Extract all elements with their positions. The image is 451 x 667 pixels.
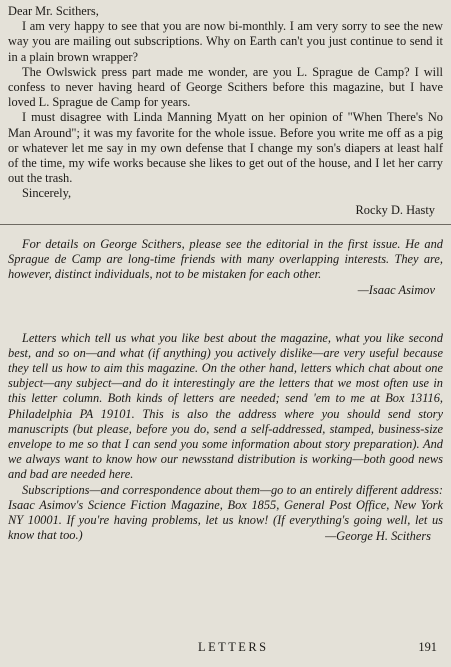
letter-closing: Sincerely,	[22, 186, 72, 201]
reply-signature: —Isaac Asimov	[357, 283, 435, 298]
notice-paragraph: Subscriptions—and correspondence about them—go to an entirely different address: Isaac Asimov's Science Fiction Magazine, Box 1855, General Post Office, New York NY 10001. If you're having problems, let us know! (If everything's going well, let us know that too.)	[8, 482, 443, 543]
notice-paragraph: Letters which tell us what you like best about the magazine, what you like second best, and so on—and what (if anything) you actively dislike—are very useful because they tell us how to aim this magazine. On the other hand, letters which chat about one subject—any subject—and do it interestingly are the letters that we most often use in this letter column. Both kinds of letters are needed; send 'em to me at Box 13116, Philadelphia PA 19101. This is also the address where you should send story manuscripts (but please, before you do, send a self-addressed, stamped, business-size envelope to me so that I can send you some information about story preparation). And we always want to know how our newsstand distribution is working—both good news and bad are needed here.	[8, 330, 443, 482]
letters-notice	[8, 331, 443, 544]
notice-signature: —George H. Scithers	[325, 528, 431, 543]
letter-signature: Rocky D. Hasty	[355, 202, 435, 217]
letter-paragraph: I must disagree with Linda Manning Myatt on her opinion of "When There's No Man Around"; it was my favorite for the whole issue. Before you write me off as a pig or whatever let me say in my own defense that I change my son's diapers at least half of the time, my wife works because she likes to get out of the house, and I let her carry out the trash.	[8, 110, 443, 186]
letter-paragraph: The Owlswick press part made me wonder, are you L. Sprague de Camp? I will confess to never having heard of George Scithers before this magazine, but I have loved L. Sprague de Camp for years.	[8, 64, 443, 110]
letter-salutation: Dear Mr. Scithers,	[8, 4, 99, 18]
page-number: 191	[418, 640, 437, 654]
reply-text: For details on George Scithers, please see the editorial in the first issue. He and Sprague de Camp are long-time friends with many overlapping interests. They are, however, distinct individuals, not to be mistaken for each other.	[8, 236, 443, 282]
editor-reply	[8, 237, 443, 299]
section-divider	[0, 224, 451, 225]
reader-letter	[8, 4, 443, 218]
letter-paragraph: I am very happy to see that you are now bi-monthly. I am very sorry to see the new way you are mailing out subscriptions. Why on Earth can't you just continue to send it in a plain brown wrapper?	[8, 19, 443, 64]
running-head: LETTERS	[198, 640, 269, 654]
